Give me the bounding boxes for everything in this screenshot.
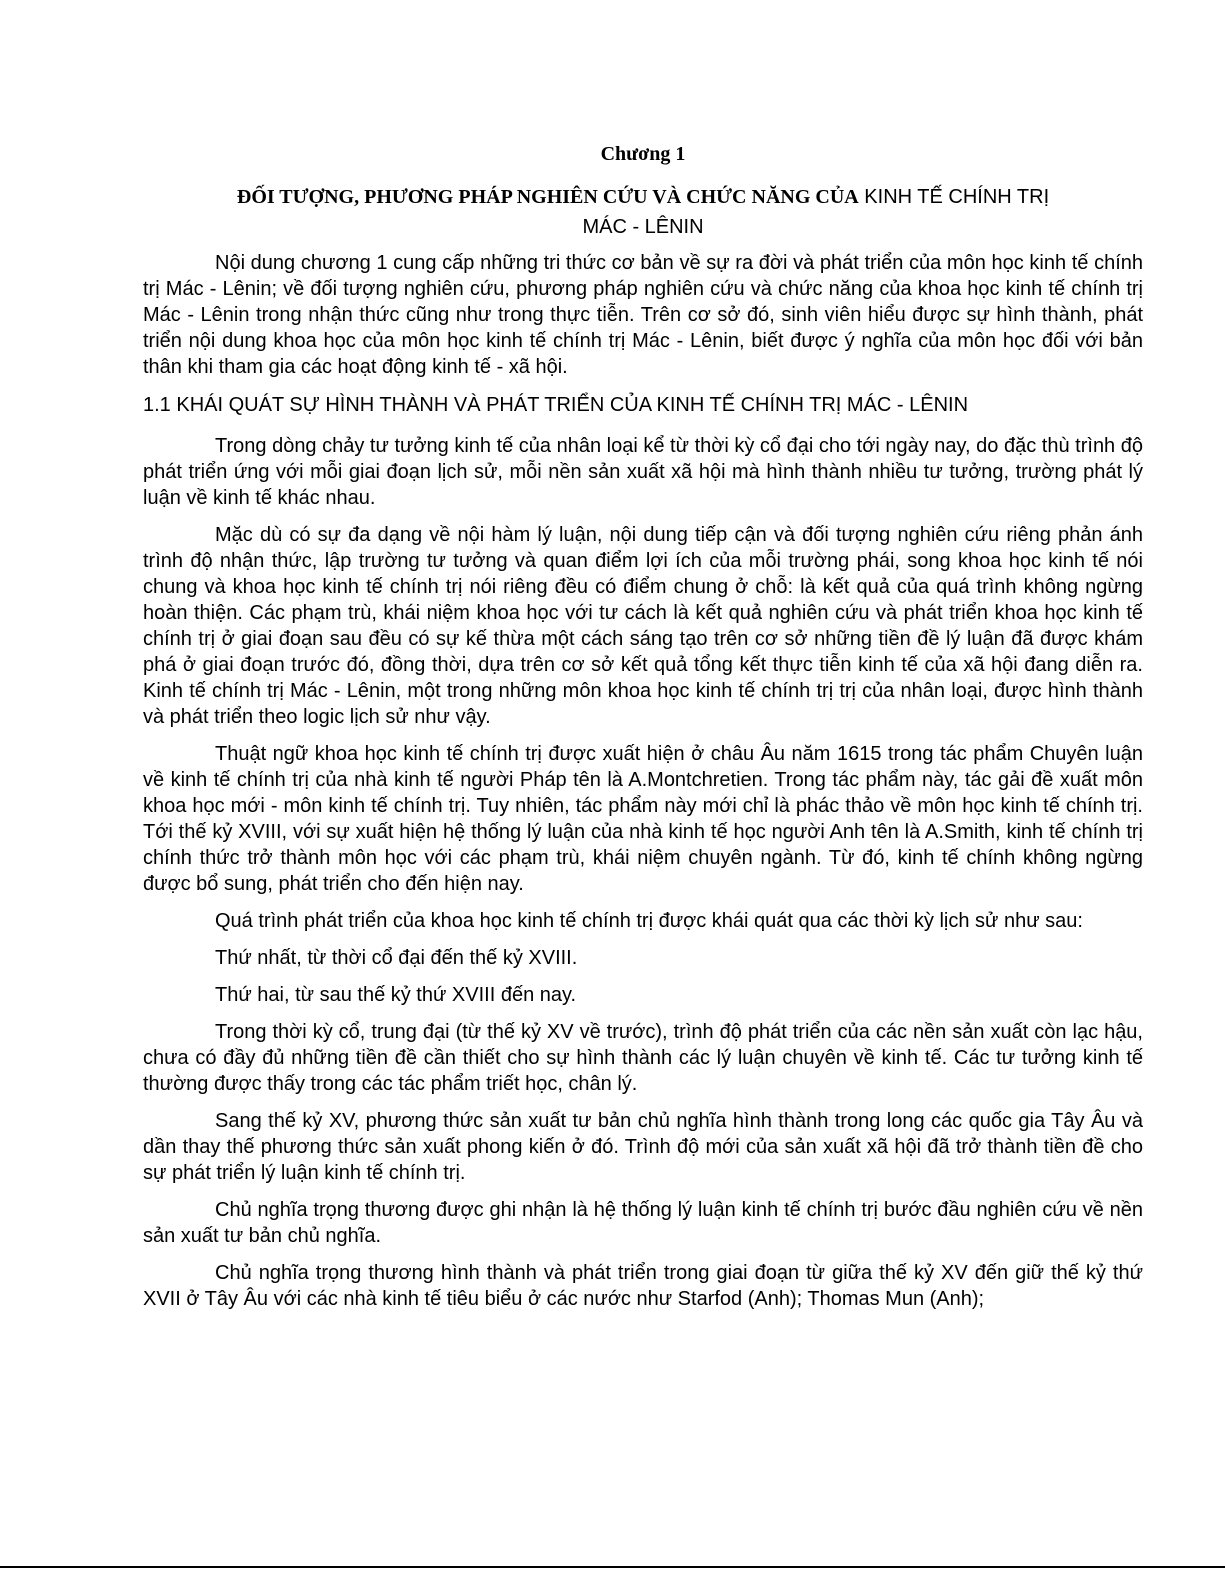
intro-paragraph: Nội dung chương 1 cung cấp những tri thức cơ bản về sự ra đời và phát triển của môn học kinh tế chính trị Mác - Lênin; về đối tượng nghiên cứu, phương pháp nghiên cứu và chức năng của khoa học kinh tế chính trị Mác - Lênin trong nhận thức cũng như trong thực tiễn. Trên cơ sở đó, sinh viên hiểu được sự hình thành, phát triển nội dung khoa học của môn học kinh tế chính trị Mác - Lênin, biết được ý nghĩa của môn học đối với bản thân khi tham gia các hoạt động kinh tế - xã hội. xyxy=(143,252,1143,378)
chapter-title-rest-part: KINH TẾ CHÍNH TRỊ xyxy=(858,186,1050,208)
body-paragraph: Quá trình phát triển của khoa học kinh tế chính trị được khái quát qua các thời kỳ lịch sử như sau: xyxy=(215,910,1083,932)
body-paragraph: Trong dòng chảy tư tưởng kinh tế của nhân loại kể từ thời kỳ cổ đại cho tới ngày nay, do đặc thù trình độ phát triển ứng với mỗi giai đoạn lịch sử, mỗi nền sản xuất xã hội mà hình thành nhiều tư tưởng, trường phát lý luận về kinh tế khác nhau. xyxy=(143,435,1143,509)
chapter-heading: Chương 1 xyxy=(600,143,686,165)
body-paragraph: Chủ nghĩa trọng thương được ghi nhận là hệ thống lý luận kinh tế chính trị bước đầu nghiên cứu về nền sản xuất tư bản chủ nghĩa. xyxy=(143,1199,1143,1247)
page-bottom-border xyxy=(0,1566,1225,1568)
body-paragraph: Mặc dù có sự đa dạng về nội hàm lý luận, nội dung tiếp cận và đối tượng nghiên cứu riêng phản ánh trình độ nhận thức, lập trường tư tưởng và quan điểm lợi ích của mỗi trường phái, song khoa học kinh tế nói chung và khoa học kinh tế chính trị nói riêng đều có điểm chung ở chỗ: là kết quả của quá trình không ngừng hoàn thiện. Các phạm trù, khái niệm khoa học với tư cách là kết quả nghiên cứu và phát triển khoa học kinh tế chính trị ở giai đoạn sau đều có sự kế thừa một cách sáng tạo trên cơ sở những tiền đề lý luận đã được khám phá ở giai đoạn trước đó, đồng thời, dựa trên cơ sở kết quả tổng kết thực tiễn kinh tế của xã hội đang diễn ra. Kinh tế chính trị Mác - Lênin, một trong những môn khoa học kinh tế chính trị trị của nhân loại, được hình thành và phát triển theo logic lịch sử như vậy. xyxy=(143,524,1143,728)
document-page xyxy=(143,140,1143,1323)
body-paragraph: Thuật ngữ khoa học kinh tế chính trị được xuất hiện ở châu Âu năm 1615 trong tác phẩm Chuyên luận về kinh tế chính trị của nhà kinh tế người Pháp tên là A.Montchretien. Trong tác phẩm này, tác gải đề xuất môn khoa học mới - môn kinh tế chính trị. Tuy nhiên, tác phẩm này mới chỉ là phác thảo về môn học kinh tế chính trị. Tới thế kỷ XVIII, với sự xuất hiện hệ thống lý luận của nhà kinh tế học người Anh tên là A.Smith, kinh tế chính trị chính thức trở thành môn học với các phạm trù, khái niệm chuyên ngành. Từ đó, kinh tế chính không ngừng được bổ sung, phát triển cho đến hiện nay. xyxy=(143,743,1143,895)
chapter-title-line-1 xyxy=(143,182,1143,212)
body-paragraph: Trong thời kỳ cổ, trung đại (từ thế kỷ XV về trước), trình độ phát triển của các nền sản xuất còn lạc hậu, chưa có đầy đủ những tiền đề cần thiết cho sự hình thành các lý luận chuyên về kinh tế. Các tư tưởng kinh tế thường được thấy trong các tác phẩm triết học, chân lý. xyxy=(143,1021,1143,1095)
body-paragraph: Sang thế kỷ XV, phương thức sản xuất tư bản chủ nghĩa hình thành trong long các quốc gia Tây Âu và dần thay thế phương thức sản xuất phong kiến ở đó. Trình độ mới của sản xuất xã hội đã trở thành tiền đề cho sự phát triển lý luận kinh tế chính trị. xyxy=(143,1110,1143,1184)
body-paragraph: Thứ nhất, từ thời cổ đại đến thế kỷ XVIII. xyxy=(215,947,578,969)
chapter-title-line-2: MÁC - LÊNIN xyxy=(582,216,704,238)
section-heading: 1.1 KHÁI QUÁT SỰ HÌNH THÀNH VÀ PHÁT TRIỂN CỦA KINH TẾ CHÍNH TRỊ MÁC - LÊNIN xyxy=(143,394,969,416)
body-paragraph: Chủ nghĩa trọng thương hình thành và phát triển trong giai đoạn từ giữa thế kỷ XV đến giữ thế kỷ thứ XVII ở Tây Âu với các nhà kinh tế tiêu biểu ở các nước như Starfod (Anh); Thomas Mun (Anh); xyxy=(143,1262,1143,1310)
chapter-title xyxy=(143,182,1143,242)
chapter-title-bold-part: ĐỐI TƯỢNG, PHƯƠNG PHÁP NGHIÊN CỨU VÀ CHỨC NĂNG CỦA xyxy=(236,186,859,208)
body-paragraph: Thứ hai, từ sau thế kỷ thứ XVIII đến nay. xyxy=(215,984,577,1006)
